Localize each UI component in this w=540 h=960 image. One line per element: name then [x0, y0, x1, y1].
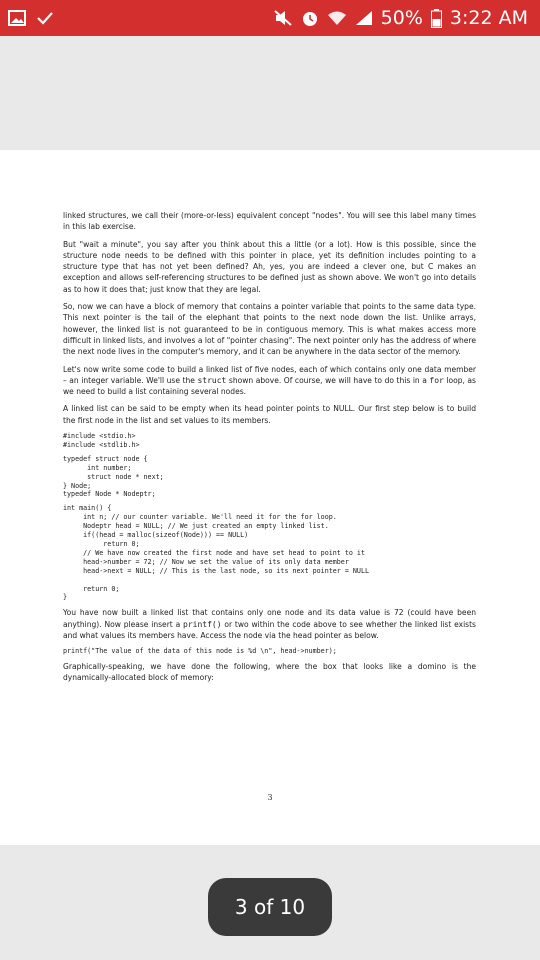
code-includes: #include <stdio.h> #include <stdlib.h>: [63, 432, 140, 449]
document-body: [63, 210, 476, 690]
status-bar: [0, 0, 540, 36]
code-printf: printf("The value of the data of this node is %d \n", head->number);: [63, 647, 337, 656]
wifi-icon: [327, 10, 347, 26]
paragraph-4: Let's now write some code to build a linked list of five nodes, each of which contains only one data member – an integer variable. We'll use the struct shown above. Of course, we will have to do this in a for loop, as we need to build a list containing several nodes.: [63, 364, 476, 397]
paragraph-2: But "wait a minute", you say after you think about this a little (or a lot). How is this possible, since the structure node needs to be defined with this pointer in place, yet its definition includes pointing to a structure type that has not yet been defined? Ah, yes, you are indeed a clever one, but C makes an exception and allows self-referencing structures to be defined just as shown above. We won't go into details as to how it does that; just know that they are legal.: [63, 239, 476, 294]
alarm-icon: [301, 9, 319, 27]
clock: 3:22 AM: [449, 7, 528, 29]
inline-code-printf: printf(): [183, 619, 222, 629]
inline-code-struct: struct: [197, 375, 227, 385]
paragraph-5: A linked list can be said to be empty when its head pointer points to NULL. Our first step below is to build the first node in the list and set values to its members.: [63, 404, 476, 425]
paragraph-3: So, now we can have a block of memory that contains a pointer variable that points to the same data type. This next pointer is the tail of the elephant that points to the next node down the list. Unlike arrays, however, the linked list is not guaranteed to be in contiguous memory. This is what makes access more difficult in linked lists, and involves a lot of "pointer chasing". The next pointer only has the address of where the next node lives in the computer's memory, and it can be anywhere in the data sector of the memory.: [63, 302, 476, 357]
gallery-icon: [8, 10, 26, 26]
paragraph-7: Graphically-speaking, we have done the following, where the box that looks like a domino is the dynamically-allocated block of memory:: [63, 662, 476, 683]
check-icon: [36, 11, 54, 25]
inline-code-for: for: [429, 375, 444, 385]
code-typedef: typedef struct node { int number; struct node * next; } Node; typedef Node * Nodeptr;: [63, 454, 164, 499]
paragraph-6: You have now built a linked list that contains only one node and its data value is 72 (could have been anything). Now please insert a printf() or two within the code above to see whether the linked list exists and what values its members have. Access the node via the head pointer as below.: [63, 608, 476, 640]
status-bar-left: [0, 10, 54, 26]
code-main: int main() { int n; // our counter variable. We'll need it for the for loop. Nodeptr head = NULL; // We just created an empty linked list. if((head = malloc(sizeof(Node))) == NULL) return 0; // We have now created the first node and have set head to point to it head->number = 72; // Now we set the value of its only data member head->next = NULL; // This is the last node, so its next pointer = NULL return 0; }: [63, 504, 369, 602]
page-number: 3: [267, 793, 273, 802]
page-indicator: 3 of 10: [208, 878, 332, 936]
status-bar-right: [273, 7, 540, 29]
mute-icon: [273, 9, 293, 27]
battery-icon: [431, 9, 442, 28]
battery-percent: 50%: [380, 7, 423, 29]
document-page[interactable]: [0, 150, 540, 845]
signal-icon: [355, 10, 373, 26]
paragraph-1: linked structures, we call their (more-or-less) equivalent concept "nodes". You will see this label many times in this lab exercise.: [63, 211, 476, 232]
